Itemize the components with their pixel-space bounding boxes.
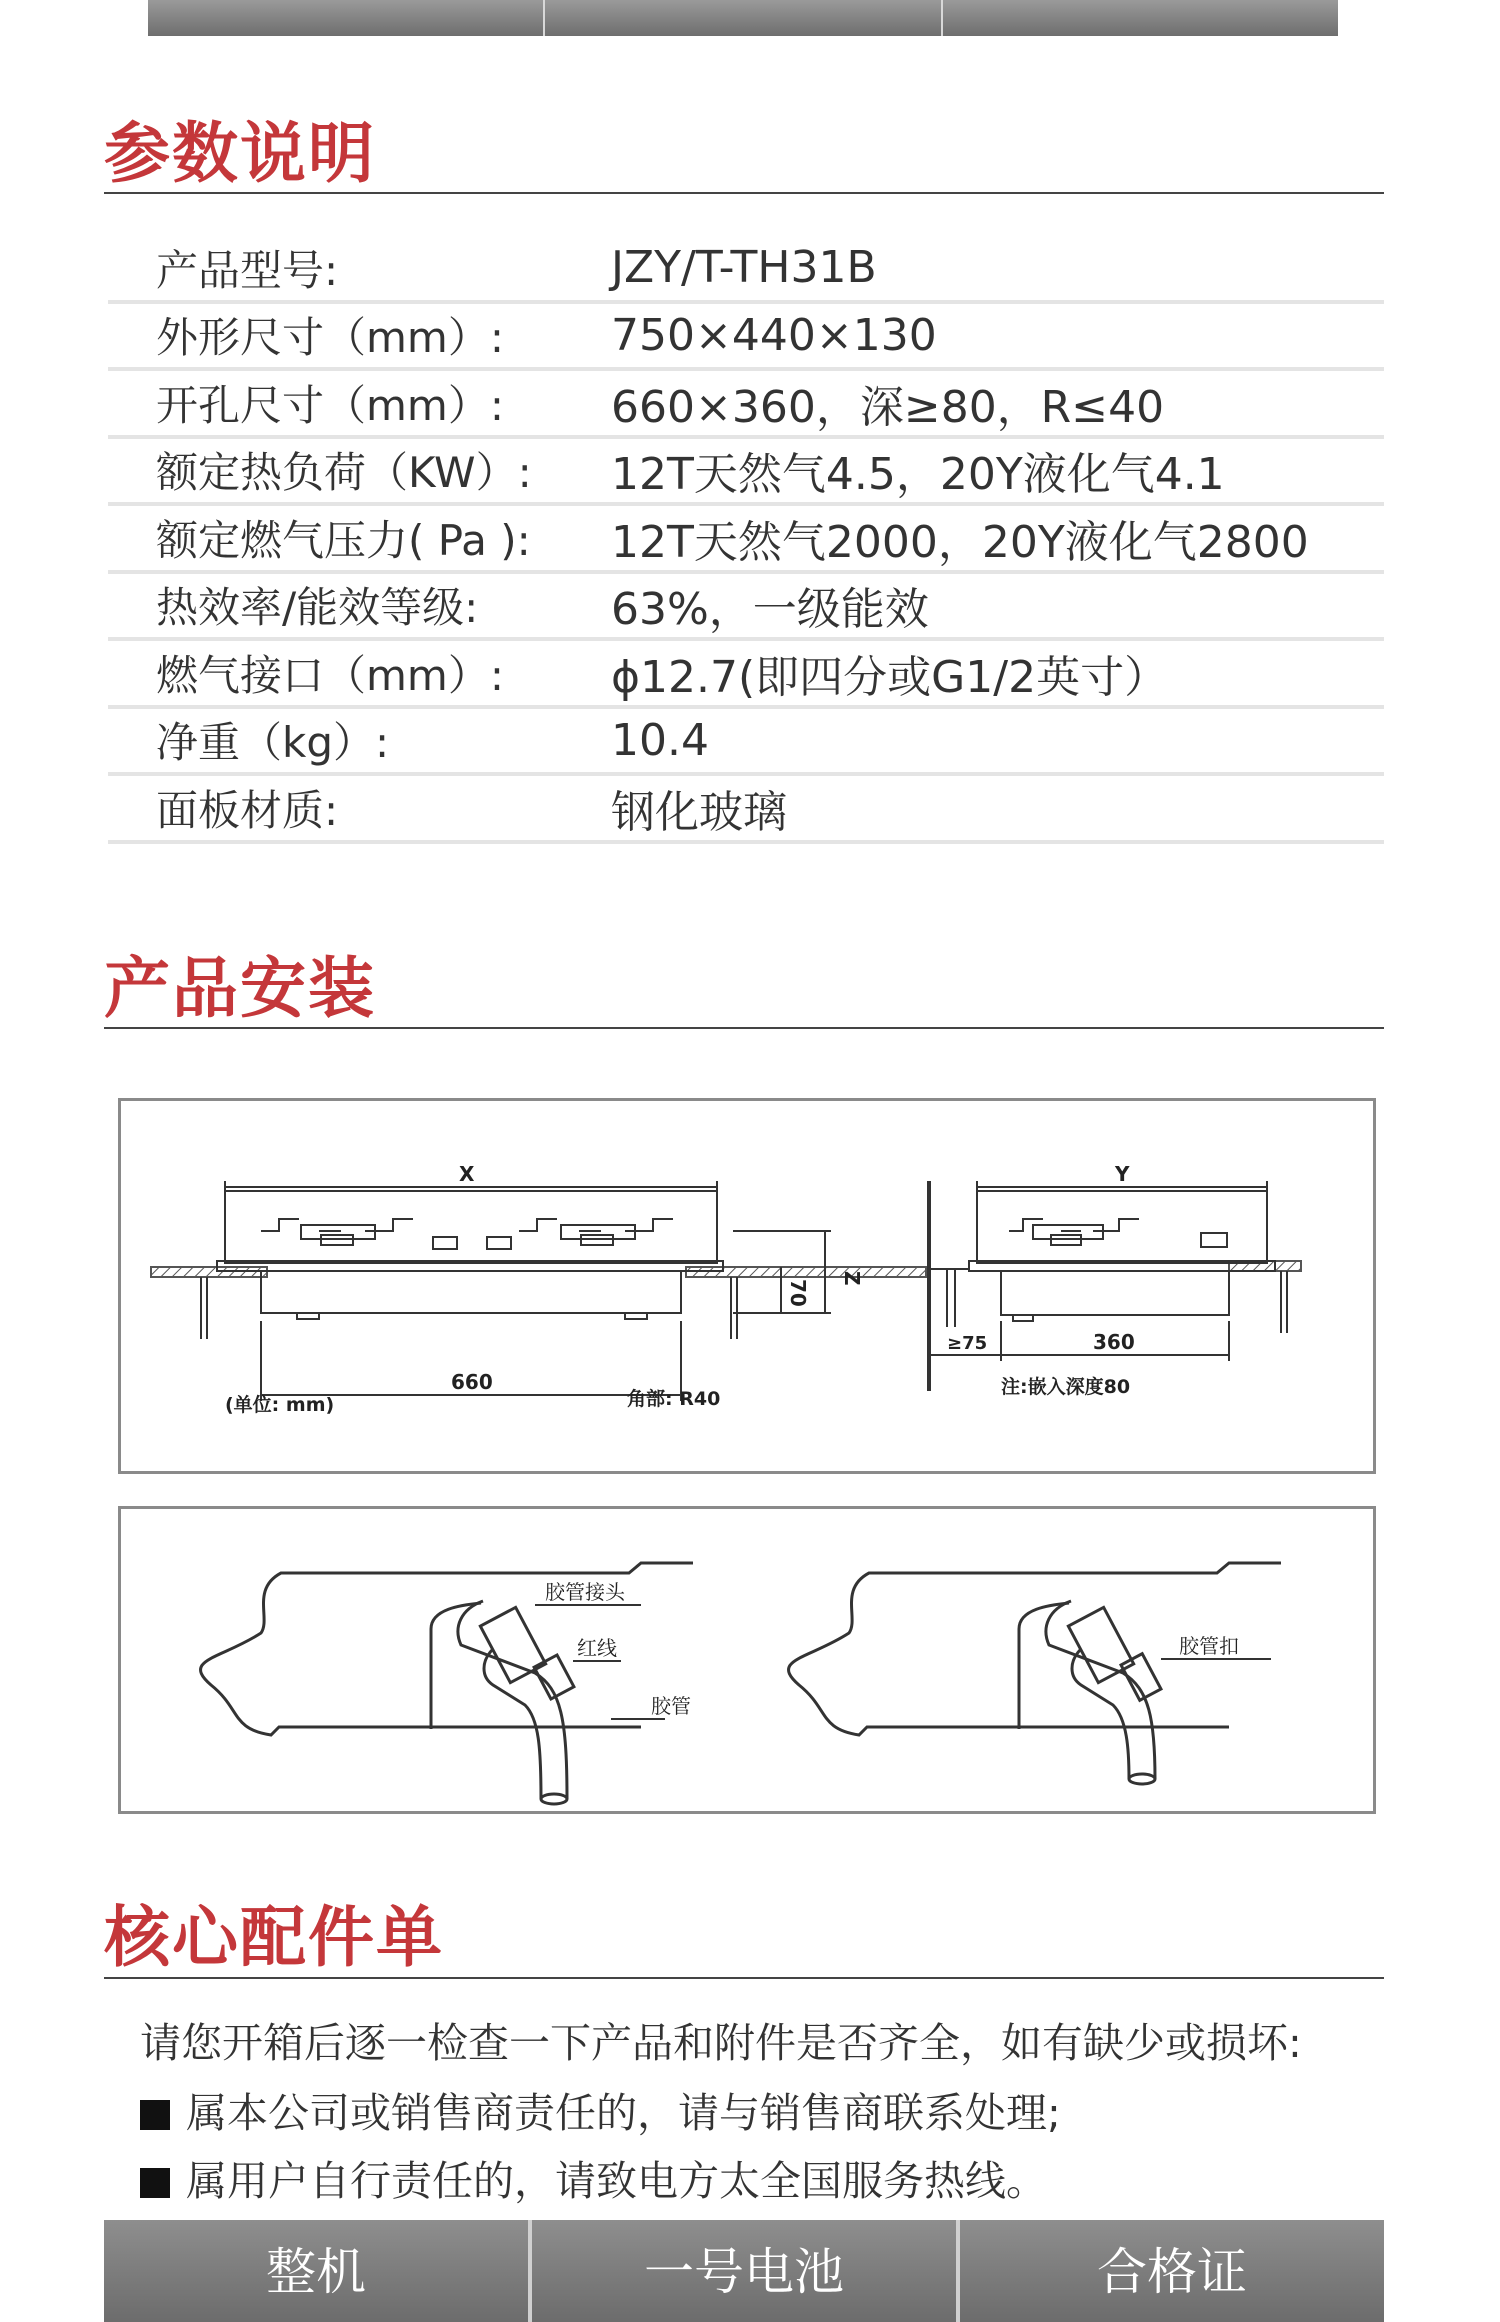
spec-row [108,236,1384,304]
spec-row [108,776,1384,844]
spec-value: 12T天然气4.5，20Y液化气4.1 [611,449,1225,501]
unit-note: (单位: mm) [225,1394,335,1416]
params-section-title: 参数说明 [104,115,376,192]
params-title-rule [104,192,1384,194]
front-depth-label: 70 [786,1279,810,1307]
accessories-bullet [140,2148,1047,2207]
spec-row [108,641,1384,709]
installation-dimension-diagram [118,1098,1376,1474]
spec-label: 额定燃气压力( Pa ): [156,515,531,565]
spec-label: 外形尺寸（mm）: [156,313,504,363]
accessories-section-title: 核心配件单 [104,1899,444,1976]
spec-value: 63%，一级能效 [611,584,929,636]
top-header-bar [148,0,1338,36]
accessories-title-rule [104,1977,1384,1979]
spec-value: 12T天然气2000，20Y液化气2800 [611,516,1309,568]
accessory-header-cell: 整机 [104,2220,528,2322]
hose-connector-label: 胶管接头 [545,1580,625,1604]
corner-note: 角部: R40 [627,1388,721,1410]
spec-value: 钢化玻璃 [611,786,787,838]
red-line-label: 红线 [577,1636,617,1660]
hose-clamp-label: 胶管扣 [1179,1634,1239,1658]
spec-label: 开孔尺寸（mm）: [156,380,504,430]
depth-note: 注:嵌入深度80 [1001,1376,1131,1398]
bullet-square-icon [140,2100,170,2130]
hose-right-view [789,1563,1281,1784]
install-section-title: 产品安装 [104,950,376,1027]
hose-drawing [121,1509,1373,1811]
accessories-table-header [104,2220,1384,2322]
side-gap-label: ≥75 [947,1333,988,1354]
hose-connection-diagram [118,1506,1376,1814]
front-height-label: Z [840,1271,864,1286]
spec-label: 产品型号: [156,245,339,295]
spec-label: 额定热负荷（KW）: [156,448,532,498]
spec-value: 10.4 [611,714,709,766]
spec-row [108,506,1384,574]
spec-row [108,439,1384,507]
spec-value: JZY/T-TH31B [611,242,877,294]
install-title-rule [104,1027,1384,1029]
spec-label: 面板材质: [156,785,339,835]
front-cutout-width-label: 660 [451,1370,493,1394]
spec-table [108,236,1384,844]
spec-row [108,709,1384,777]
bullet-square-icon [140,2168,170,2198]
front-width-label: X [459,1162,475,1186]
spec-value: 750×440×130 [611,309,937,361]
top-bar-segment [545,0,942,36]
accessories-bullet [140,2080,1061,2139]
side-view [929,1181,1301,1391]
spec-value: 660×360，深≥80，R≤40 [611,381,1165,433]
bullet-text: 属用户自行责任的，请致电方太全国服务热线。 [186,2157,1047,2205]
side-cutout-width-label: 360 [1093,1330,1135,1354]
installation-drawing [121,1101,1373,1471]
spec-row [108,574,1384,642]
top-bar-segment [943,0,1338,36]
hose-label: 胶管 [651,1694,691,1718]
top-bar-segment [148,0,545,36]
spec-row [108,371,1384,439]
spec-row [108,304,1384,372]
accessories-intro: 请您开箱后逐一检查一下产品和附件是否齐全，如有缺少或损坏: [140,2019,1302,2067]
side-width-label: Y [1115,1162,1130,1186]
bullet-text: 属本公司或销售商责任的，请与销售商联系处理; [186,2089,1061,2137]
spec-value: ϕ12.7(即四分或G1/2英寸） [611,651,1169,703]
spec-label: 燃气接口（mm）: [156,650,504,700]
accessory-header-cell: 一号电池 [528,2220,956,2322]
spec-label: 净重（kg）: [156,718,390,768]
spec-label: 热效率/能效等级: [156,583,479,633]
accessory-header-cell: 合格证 [956,2220,1384,2322]
